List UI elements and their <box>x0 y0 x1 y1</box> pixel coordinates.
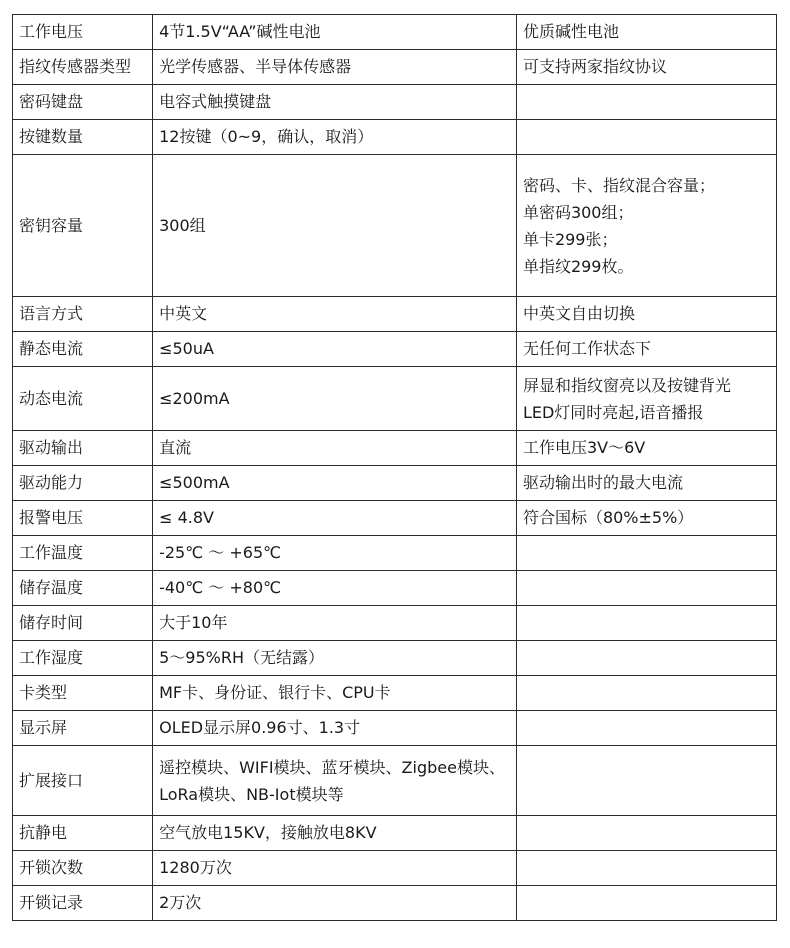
table-row <box>13 886 777 921</box>
table-row <box>13 50 777 85</box>
param-note-cell <box>516 886 776 921</box>
param-name-cell: 开锁记录 <box>13 886 153 921</box>
param-note-cell <box>516 120 776 155</box>
param-value-cell: ≤500mA <box>153 466 517 501</box>
param-name-cell: 显示屏 <box>13 711 153 746</box>
param-value-cell: 电容式触摸键盘 <box>153 85 517 120</box>
param-value-cell: -25℃ ～ +65℃ <box>153 536 517 571</box>
param-note-cell: 驱动输出时的最大电流 <box>516 466 776 501</box>
param-note-cell: 密码、卡、指纹混合容量； 单密码300组； 单卡299张； 单指纹299枚。 <box>516 155 776 297</box>
table-row <box>13 816 777 851</box>
param-value-cell: MF卡、身份证、银行卡、CPU卡 <box>153 676 517 711</box>
param-name-cell: 工作湿度 <box>13 641 153 676</box>
table-row <box>13 15 777 50</box>
table-row <box>13 851 777 886</box>
param-value-cell: 2万次 <box>153 886 517 921</box>
param-value-cell: 1280万次 <box>153 851 517 886</box>
param-name-cell: 密钥容量 <box>13 155 153 297</box>
param-value-cell: 空气放电15KV，接触放电8KV <box>153 816 517 851</box>
param-name-cell: 指纹传感器类型 <box>13 50 153 85</box>
param-note-cell: 无任何工作状态下 <box>516 332 776 367</box>
param-note-cell <box>516 816 776 851</box>
table-row <box>13 711 777 746</box>
param-name-cell: 卡类型 <box>13 676 153 711</box>
table-row <box>13 332 777 367</box>
spec-table <box>12 14 777 921</box>
param-name-cell: 储存温度 <box>13 571 153 606</box>
param-note-cell <box>516 85 776 120</box>
table-row <box>13 641 777 676</box>
param-name-cell: 报警电压 <box>13 501 153 536</box>
table-row <box>13 466 777 501</box>
param-note-cell <box>516 606 776 641</box>
param-name-cell: 开锁次数 <box>13 851 153 886</box>
param-value-cell: 光学传感器、半导体传感器 <box>153 50 517 85</box>
param-name-cell: 扩展接口 <box>13 746 153 816</box>
param-value-cell: 4节1.5V“AA”碱性电池 <box>153 15 517 50</box>
param-note-cell: 符合国标（80%±5%） <box>516 501 776 536</box>
table-row <box>13 676 777 711</box>
param-name-cell: 储存时间 <box>13 606 153 641</box>
param-name-cell: 密码键盘 <box>13 85 153 120</box>
param-name-cell: 动态电流 <box>13 367 153 431</box>
param-value-cell: ≤ 4.8V <box>153 501 517 536</box>
param-value-cell: -40℃ ～ +80℃ <box>153 571 517 606</box>
param-note-cell <box>516 711 776 746</box>
param-name-cell: 抗静电 <box>13 816 153 851</box>
param-note-cell <box>516 641 776 676</box>
table-row <box>13 155 777 297</box>
table-row <box>13 297 777 332</box>
param-name-cell: 工作电压 <box>13 15 153 50</box>
table-row <box>13 606 777 641</box>
param-note-cell <box>516 676 776 711</box>
param-note-cell: 优质碱性电池 <box>516 15 776 50</box>
param-value-cell: 直流 <box>153 431 517 466</box>
table-row <box>13 536 777 571</box>
param-name-cell: 语言方式 <box>13 297 153 332</box>
param-value-cell: OLED显示屏0.96寸、1.3寸 <box>153 711 517 746</box>
table-row <box>13 501 777 536</box>
param-note-cell <box>516 536 776 571</box>
param-name-cell: 按键数量 <box>13 120 153 155</box>
table-row <box>13 367 777 431</box>
param-note-cell <box>516 571 776 606</box>
param-note-cell: 屏显和指纹窗亮以及按键背光 LED灯同时亮起,语音播报 <box>516 367 776 431</box>
param-value-cell: ≤200mA <box>153 367 517 431</box>
spec-table-body <box>13 15 777 921</box>
param-name-cell: 驱动能力 <box>13 466 153 501</box>
param-note-cell: 中英文自由切换 <box>516 297 776 332</box>
table-row <box>13 120 777 155</box>
param-value-cell: 中英文 <box>153 297 517 332</box>
param-note-cell <box>516 851 776 886</box>
param-value-cell: 遥控模块、WIFI模块、蓝牙模块、Zigbee模块、 LoRa模块、NB-Iot模块等 <box>153 746 517 816</box>
param-note-cell: 工作电压3V～6V <box>516 431 776 466</box>
table-row <box>13 571 777 606</box>
param-value-cell: 5～95%RH（无结露） <box>153 641 517 676</box>
table-row <box>13 85 777 120</box>
param-name-cell: 驱动输出 <box>13 431 153 466</box>
param-note-cell: 可支持两家指纹协议 <box>516 50 776 85</box>
param-value-cell: ≤50uA <box>153 332 517 367</box>
param-name-cell: 静态电流 <box>13 332 153 367</box>
param-value-cell: 12按键（0~9，确认，取消） <box>153 120 517 155</box>
param-name-cell: 工作温度 <box>13 536 153 571</box>
table-row <box>13 746 777 816</box>
table-row <box>13 431 777 466</box>
param-note-cell <box>516 746 776 816</box>
param-value-cell: 大于10年 <box>153 606 517 641</box>
param-value-cell: 300组 <box>153 155 517 297</box>
